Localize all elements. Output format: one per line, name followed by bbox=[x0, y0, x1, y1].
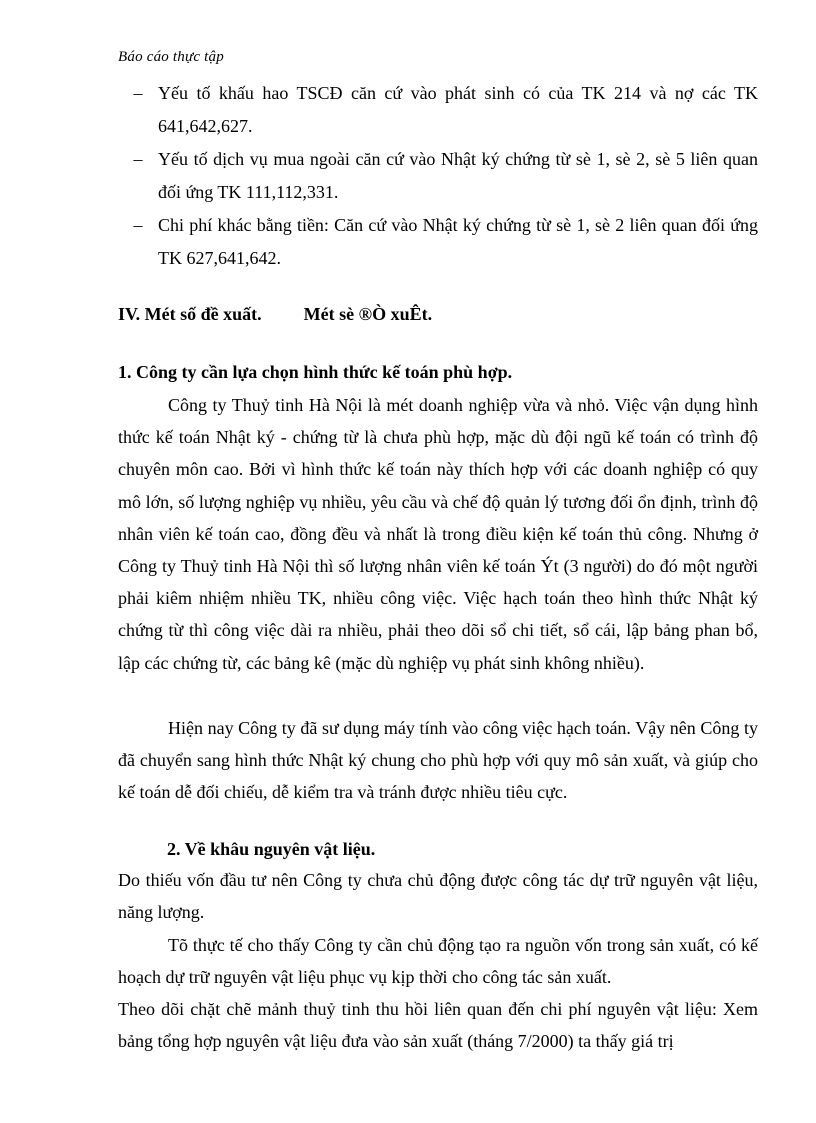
section-2-paragraph: Theo dõi chặt chẽ mảnh thuỷ tinh thu hồi liên quan đến chi phí nguyên vật liệu: Xem bảng tổng hợp nguyên vật liệu đưa vào sản xuất (tháng 7/2000) ta thấy giá trị bbox=[118, 999, 758, 1052]
bullet-item bbox=[118, 77, 758, 143]
bullet-text: Chi phí khác bằng tiền: Căn cứ vào Nhật ký chứng từ sè 1, sè 2 liên quan đối ứng TK 627,641,642. bbox=[158, 215, 758, 268]
section-iv-title: IV. Mét số đề xuất. bbox=[118, 304, 262, 324]
section-iv-title-alt: Mét sè ®Ò xuÊt. bbox=[303, 304, 433, 324]
section-2-paragraph: Tõ thực tế cho thấy Công ty cần chủ động tạo ra nguồn vốn trong sản xuất, có kế hoạch dự trữ nguyên vật liệu phục vụ kịp thời cho công tác sản xuất. bbox=[118, 935, 758, 988]
dash-bullet-icon: – bbox=[133, 149, 143, 169]
section-1-paragraph: Công ty Thuỷ tinh Hà Nội là mét doanh nghiệp vừa và nhỏ. Việc vận dụng hình thức kế toán Nhật ký - chứng từ là chưa phù hợp, mặc dù đội ngũ kế toán có trình độ chuyên môn cao. Bởi vì hình thức kế toán này thích hợp với các doanh nghiệp có quy mô lớn, số lượng nghiệp vụ nhiều, yêu cầu và chế độ quản lý tương đối ổn định, trình độ nhân viên kế toán cao, đồng đều và nhất là trong điều kiện kế toán thủ công. Nhưng ở Công ty Thuỷ tinh Hà Nội thì số lượng nhân viên kế toán Ýt (3 người) do đó một người phải kiêm nhiệm nhiều TK, nhiều công việc. Việc hạch toán theo hình thức Nhật ký chứng từ thì công việc dài ra nhiều, phải theo dõi sổ chi tiết, sổ cái, lập bảng phan bổ, lập các chứng từ, các bảng kê (mặc dù nghiệp vụ phát sinh không nhiều). bbox=[118, 395, 758, 673]
dash-bullet-icon: – bbox=[133, 83, 143, 103]
section-1-heading: 1. Công ty cần lựa chọn hình thức kế toán phù hợp. bbox=[118, 362, 513, 382]
bullet-item bbox=[118, 143, 758, 209]
section-2-heading: 2. Về khâu nguyên vật liệu. bbox=[167, 839, 376, 859]
dash-bullet-icon: – bbox=[133, 215, 143, 235]
bullet-list bbox=[118, 77, 758, 275]
bullet-item bbox=[118, 209, 758, 275]
section-iv-heading bbox=[118, 300, 432, 328]
bullet-text: Yếu tố khấu hao TSCĐ căn cứ vào phát sinh có của TK 214 và nợ các TK 641,642,627. bbox=[158, 83, 758, 136]
page-header: Báo cáo thực tập bbox=[118, 49, 224, 65]
section-2-paragraph: Do thiếu vốn đầu tư nên Công ty chưa chủ động được công tác dự trữ nguyên vật liệu, năng lượng. bbox=[118, 870, 758, 923]
section-1-paragraph: Hiện nay Công ty đã sư dụng máy tính vào công việc hạch toán. Vậy nên Công ty đã chuyển sang hình thức Nhật ký chung cho phù hợp với quy mô sản xuất, và giúp cho kế toán dễ đối chiếu, dễ kiểm tra và tránh được nhiều tiêu cực. bbox=[118, 718, 758, 803]
bullet-text: Yếu tố dịch vụ mua ngoài căn cứ vào Nhật ký chứng từ sè 1, sè 2, sè 5 liên quan đối ứng TK 111,112,331. bbox=[158, 149, 758, 202]
